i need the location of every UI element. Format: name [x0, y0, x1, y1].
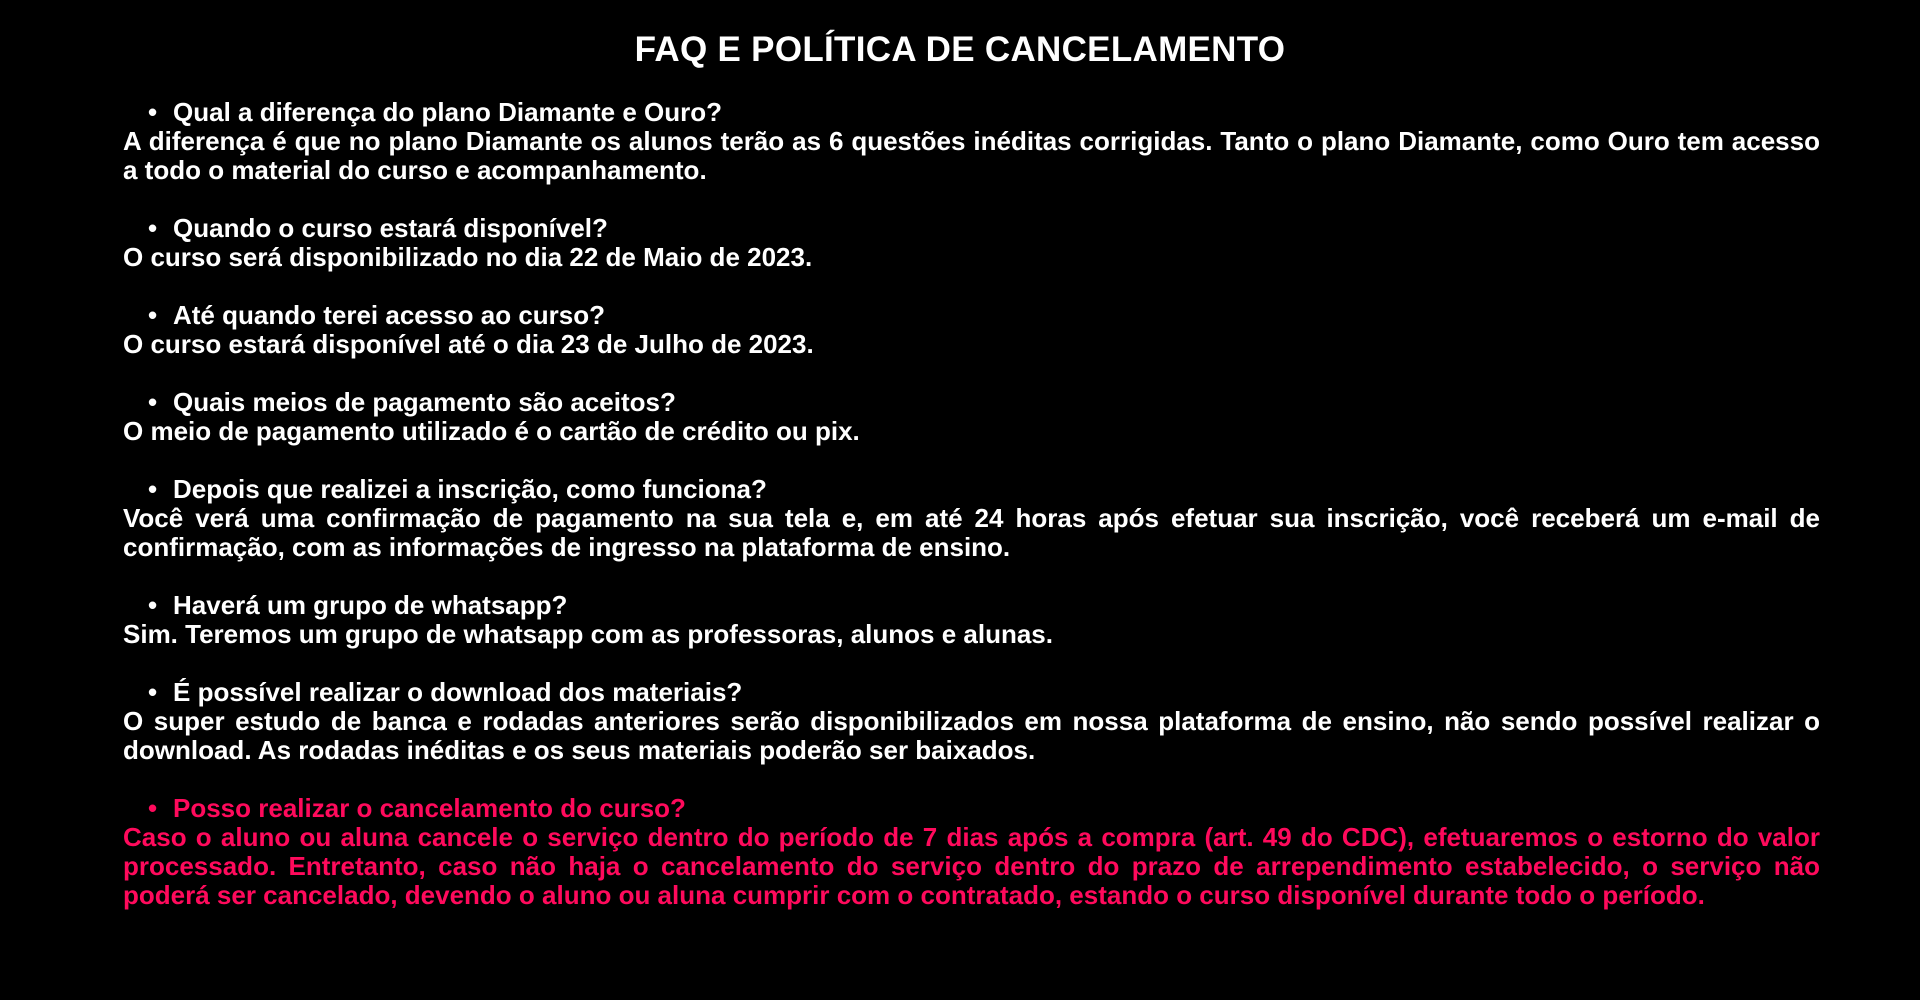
faq-answer: O super estudo de banca e rodadas anteriores serão disponibilizados em nossa plataforma de ensino, não sendo possível realizar o download. As rodadas inéditas e os seus materiais poderão ser baixados. [123, 706, 1820, 765]
faq-list [123, 98, 1820, 910]
bullet-icon: • [148, 97, 158, 127]
page-title: FAQ E POLÍTICA DE CANCELAMENTO [634, 30, 1286, 69]
bullet-icon: • [148, 677, 158, 707]
faq-answer: A diferença é que no plano Diamante os alunos terão as 6 questões inéditas corrigidas. Tanto o plano Diamante, como Ouro tem acesso a todo o material do curso e acompanhamento. [123, 126, 1820, 185]
faq-answer: Caso o aluno ou aluna cancele o serviço dentro do período de 7 dias após a compra (art. 49 do CDC), efetuaremos o estorno do valor processado. Entretanto, caso não haja o cancelamento do serviço dentro do prazo de arrependimento estabelecido, o serviço não poderá ser cancelado, devendo o aluno ou aluna cumprir com o contratado, estando o curso disponível durante todo o período. [123, 822, 1820, 910]
faq-question-row [123, 98, 1820, 127]
faq-question-row [123, 678, 1820, 707]
faq-answer: O meio de pagamento utilizado é o cartão de crédito ou pix. [123, 416, 860, 446]
faq-item-whatsapp-group [123, 591, 1820, 649]
faq-question-row [123, 794, 1820, 823]
faq-question-row [123, 591, 1820, 620]
faq-answer: O curso estará disponível até o dia 23 de Julho de 2023. [123, 329, 814, 359]
faq-question: Quais meios de pagamento são aceitos? [173, 387, 676, 417]
bullet-icon: • [148, 300, 158, 330]
faq-question: Quando o curso estará disponível? [173, 213, 608, 243]
faq-answer: O curso será disponibilizado no dia 22 de Maio de 2023. [123, 242, 813, 272]
faq-question-row [123, 475, 1820, 504]
faq-question-row [123, 214, 1820, 243]
bullet-icon: • [148, 474, 158, 504]
bullet-icon: • [148, 387, 158, 417]
bullet-icon: • [148, 213, 158, 243]
faq-question: Até quando terei acesso ao curso? [173, 300, 606, 330]
faq-item-download-materials [123, 678, 1820, 765]
faq-item-payment-methods [123, 388, 1820, 446]
faq-answer: Você verá uma confirmação de pagamento na sua tela e, em até 24 horas após efetuar sua inscrição, você receberá um e-mail de confirmação, com as informações de ingresso na plataforma de ensino. [123, 503, 1820, 562]
faq-question: Depois que realizei a inscrição, como funciona? [173, 474, 767, 504]
faq-item-plan-difference [123, 98, 1820, 185]
faq-question: Posso realizar o cancelamento do curso? [173, 793, 686, 823]
bullet-icon: • [148, 793, 158, 823]
faq-question-row [123, 388, 1820, 417]
faq-item-cancellation-policy [123, 794, 1820, 910]
faq-question: Haverá um grupo de whatsapp? [173, 590, 568, 620]
faq-question: Qual a diferença do plano Diamante e Ouro? [173, 97, 722, 127]
faq-item-after-enrollment [123, 475, 1820, 562]
bullet-icon: • [148, 590, 158, 620]
faq-question-row [123, 301, 1820, 330]
faq-item-access-period [123, 301, 1820, 359]
faq-answer: Sim. Teremos um grupo de whatsapp com as professoras, alunos e alunas. [123, 619, 1053, 649]
faq-item-availability [123, 214, 1820, 272]
faq-question: É possível realizar o download dos materiais? [173, 677, 743, 707]
